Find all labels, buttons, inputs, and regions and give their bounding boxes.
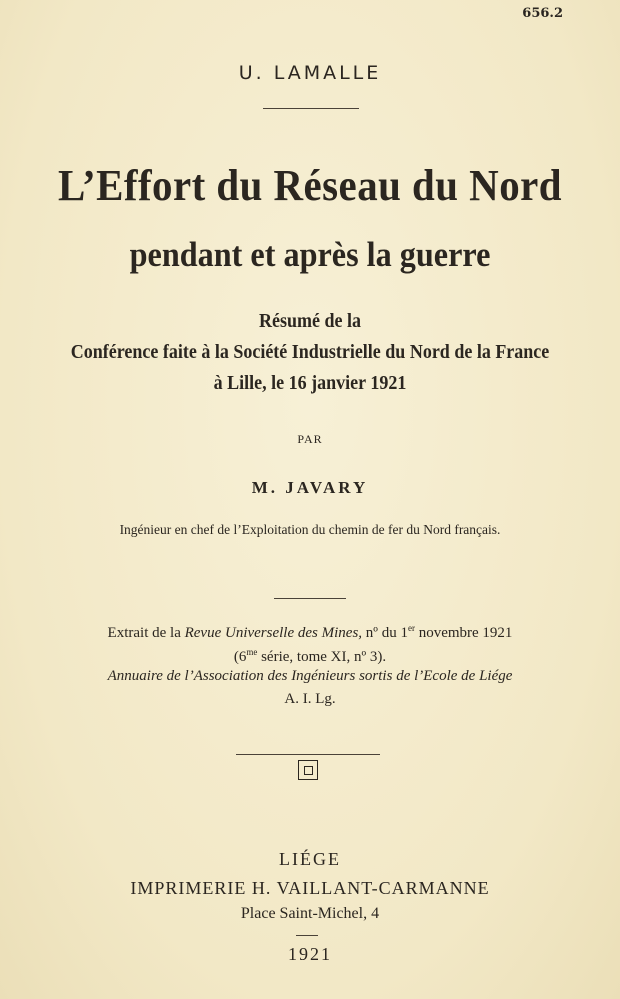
square-ornament-icon — [298, 760, 318, 780]
issue-a: nº du 1 — [362, 625, 408, 641]
title-line-2: pendant et après la guerre — [129, 235, 491, 274]
annuaire-line: Annuaire de l’Association des Ingénieurs sortis de l’Ecole de Liége — [107, 668, 513, 684]
journal-name: Revue Universelle des Mines, — [184, 625, 363, 641]
title-line-1: L’Effort du Réseau du Nord — [58, 161, 562, 210]
extract-line-2 — [0, 647, 620, 666]
issue-sup: er — [407, 623, 415, 633]
lecturer-name: M. JAVARY — [251, 478, 369, 497]
shelfmark: 656.2 — [522, 6, 563, 21]
extract-prefix: Extrait de la — [107, 625, 185, 641]
lecturer-role: Ingénieur en chef de l’Exploitation du chemin de fer du Nord français. — [119, 522, 501, 537]
imprint-city: LIÉGE — [279, 849, 341, 869]
author: U. LAMALLE — [238, 62, 382, 84]
subtitle-line-1: Résumé de la — [258, 310, 361, 332]
extract-line-1 — [0, 623, 620, 642]
issue-b: novembre 1921 — [414, 625, 513, 641]
by-label: PAR — [297, 432, 323, 446]
imprint-address: Place Saint-Michel, 4 — [240, 905, 380, 922]
series-b: série, tome XI, nº 3). — [257, 649, 387, 665]
rule-imprint — [296, 935, 318, 936]
subtitle-line-2: Conférence faite à la Société Industrielle du Nord de la France — [70, 341, 550, 363]
rule-middle — [274, 598, 346, 599]
rule-lower — [236, 754, 380, 755]
series-sup: me — [246, 647, 258, 657]
series-a: (6 — [233, 649, 247, 665]
rule-under-author — [263, 108, 359, 109]
association-abbrev: A. I. Lg. — [284, 691, 336, 707]
subtitle-line-3: à Lille, le 16 janvier 1921 — [213, 372, 407, 394]
imprint-printer: IMPRIMERIE H. VAILLANT-CARMANNE — [130, 878, 490, 898]
imprint-year: 1921 — [288, 944, 332, 964]
